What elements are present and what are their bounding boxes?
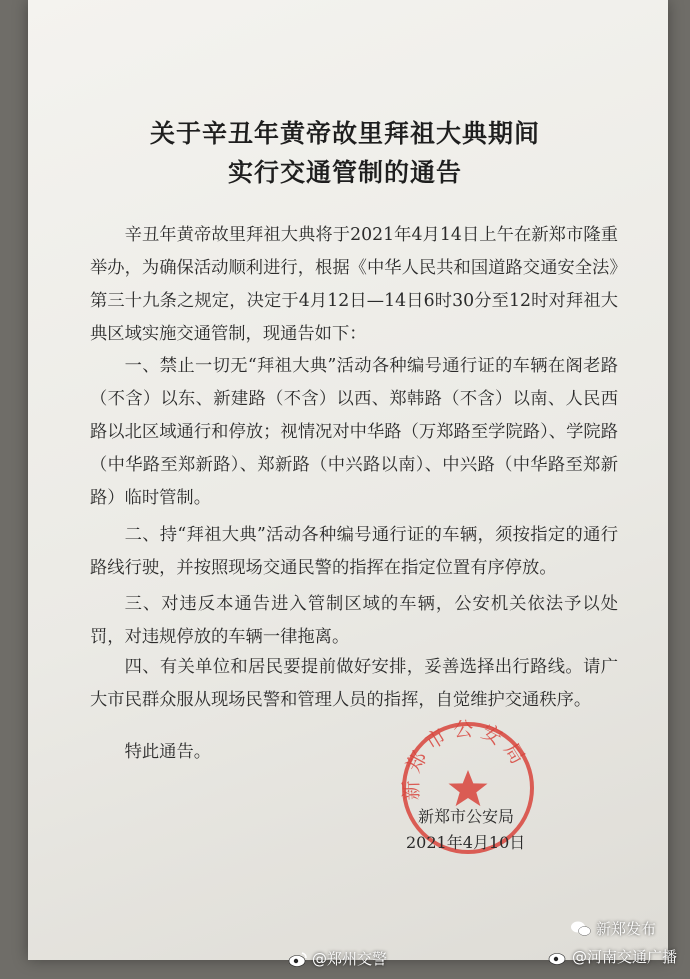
document-date: 2021年4月10日 [406, 833, 526, 852]
seal-text: 新郑市公安局 [398, 718, 534, 801]
watermark-henan [548, 946, 677, 967]
paragraph-item-2: 二、持“拜祖大典”活动各种编号通行证的车辆，须按指定的通行路线行驶，并按照现场交通民警的指挥在指定位置有序停放。 [90, 525, 618, 578]
document-title-line1: 关于辛丑年黄帝故里拜祖大典期间 [149, 119, 540, 148]
signer-name: 新郑市公安局 [418, 807, 515, 826]
paragraph-item-4: 四、有关单位和居民要提前做好安排，妥善选择出行路线。请广大市民群众服从现场民警和管理人员的指挥，自觉维护交通秩序。 [90, 657, 618, 710]
weibo-icon [288, 951, 308, 967]
wechat-icon [570, 920, 592, 938]
paragraph-closing: 特此通告。 [124, 742, 212, 762]
paragraph-item-1: 一、禁止一切无“拜祖大典”活动各种编号通行证的车辆在阁老路（不含）以东、新建路（不含）以西、郑韩路（不含）以南、人民西路以北区域通行和停放；视情况对中华路（万郑路至学院路）、学院路（中华路至郑新路）、郑新路（中兴路以南）、中兴路（中华路至郑新路）临时管制。 [90, 356, 618, 508]
paragraph-intro: 辛丑年黄帝故里拜祖大典将于2021年4月14日上午在新郑市隆重举办，为确保活动顺利进行，根据《中华人民共和国道路交通安全法》第三十九条之规定，决定于4月12日—14日6时30分至12时对拜祖大典区域实施交通管制，现通告如下： [90, 225, 618, 344]
watermark-henan-text: @河南交通广播 [572, 948, 678, 966]
document-title-line2: 实行交通管制的通告 [227, 158, 462, 187]
paragraph-item-3: 三、对违反本通告进入管制区域的车辆，公安机关依法予以处罚，对违规停放的车辆一律拖离。 [90, 594, 618, 647]
weibo-icon [548, 949, 568, 965]
watermark-wechat-text: 新郑发布 [596, 920, 657, 938]
watermark-wechat [570, 918, 656, 939]
star-icon [449, 770, 488, 806]
watermark-weibo [288, 948, 387, 969]
watermark-weibo-text: @郑州交警 [312, 950, 388, 968]
